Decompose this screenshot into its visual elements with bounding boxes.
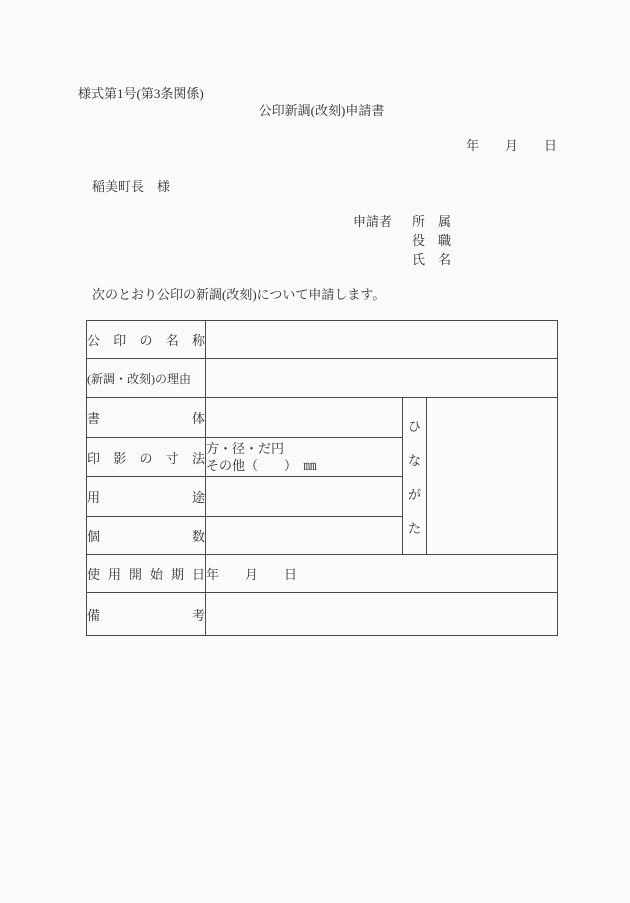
applicant-label: 申請者: [353, 214, 393, 229]
label-impression-size: 印 影 の 寸 法: [87, 438, 206, 477]
hinagata-char-ga: が: [407, 486, 421, 502]
input-cell-remarks: [206, 593, 558, 636]
input-cell-usage: [206, 477, 403, 517]
hinagata-char-na: な: [407, 452, 421, 468]
input-cell-seal-name: [206, 321, 558, 359]
document-title: 公印新調(改刻)申請書: [258, 103, 385, 118]
impression-size-line1: 方・径・だ円: [206, 441, 285, 456]
applicant-block: [353, 212, 451, 269]
label-remarks: 備 考: [87, 593, 206, 636]
row-start-date: [87, 555, 558, 593]
row-remarks: [87, 593, 558, 636]
hinagata-sample-area: [427, 398, 558, 555]
row-typeface: [87, 398, 558, 438]
hinagata-label-column: [403, 398, 427, 555]
label-reason: (新調・改刻)の理由: [87, 359, 206, 398]
label-start-date: 使 用 開 始 期 日: [87, 555, 206, 593]
impression-size-line2: その他（ ） ㎜: [206, 458, 317, 473]
row-reason: [87, 359, 558, 398]
applicant-field-name: 氏 名: [412, 252, 452, 267]
input-cell-quantity: [206, 517, 403, 555]
statement: 次のとおり公印の新調(改刻)について申請します。: [92, 287, 386, 302]
applicant-fields: [412, 212, 451, 269]
applicant-field-position: 役 職: [412, 233, 452, 248]
row-seal-name: [87, 321, 558, 359]
addressee: 稲美町長 様: [92, 179, 171, 194]
label-seal-name: 公 印 の 名 称: [87, 321, 206, 359]
date-line: 年 月 日: [465, 138, 557, 153]
form-number: 様式第1号(第3条関係): [78, 86, 204, 101]
input-cell-impression-size: [206, 438, 403, 477]
label-typeface: 書 体: [87, 398, 206, 438]
hinagata-vertical-text: [403, 416, 426, 537]
label-usage: 用 途: [87, 477, 206, 517]
application-table: [86, 320, 558, 636]
applicant-field-affiliation: 所 属: [412, 214, 452, 229]
label-quantity: 個 数: [87, 517, 206, 555]
input-cell-start-date: 年 月 日: [206, 555, 558, 593]
hinagata-char-hi: ひ: [407, 418, 421, 434]
input-cell-reason: [206, 359, 558, 398]
input-cell-typeface: [206, 398, 403, 438]
hinagata-char-ta: た: [407, 520, 421, 536]
